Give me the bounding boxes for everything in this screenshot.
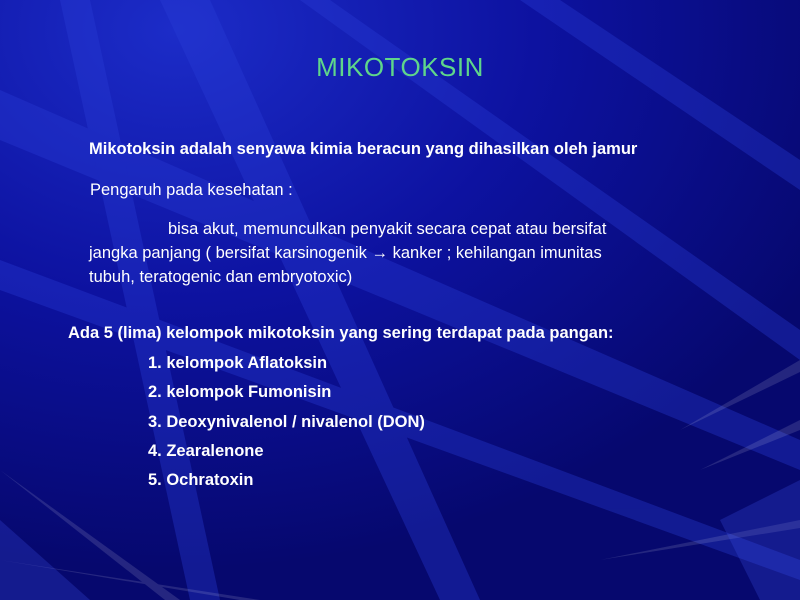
groups-list — [148, 352, 425, 498]
list-item: 4. Zearalenone — [148, 441, 264, 460]
health-effects-heading: Pengaruh pada kesehatan : — [90, 181, 293, 199]
list-item: 5. Ochratoxin — [148, 471, 254, 490]
health-effects-line: tubuh, teratogenic dan embryotoxic) — [89, 268, 353, 286]
health-effects-body — [89, 217, 739, 289]
health-effects-line: bisa akut, memunculkan penyakit secara cepat atau bersifat — [168, 220, 607, 238]
health-effects-line: jangka panjang ( bersifat karsinogenik → kanker ; kehilangan imunitas — [89, 244, 602, 262]
slide-title: MIKOTOKSIN — [316, 52, 484, 82]
list-item: 3. Deoxynivalenol / nivalenol (DON) — [148, 412, 425, 431]
list-item: 2. kelompok Fumonisin — [148, 383, 332, 402]
definition-text: Mikotoksin adalah senyawa kimia beracun yang dihasilkan oleh jamur — [89, 140, 638, 158]
groups-heading: Ada 5 (lima) kelompok mikotoksin yang sering terdapat pada pangan: — [68, 324, 614, 342]
list-item: 1. kelompok Aflatoksin — [148, 354, 328, 372]
